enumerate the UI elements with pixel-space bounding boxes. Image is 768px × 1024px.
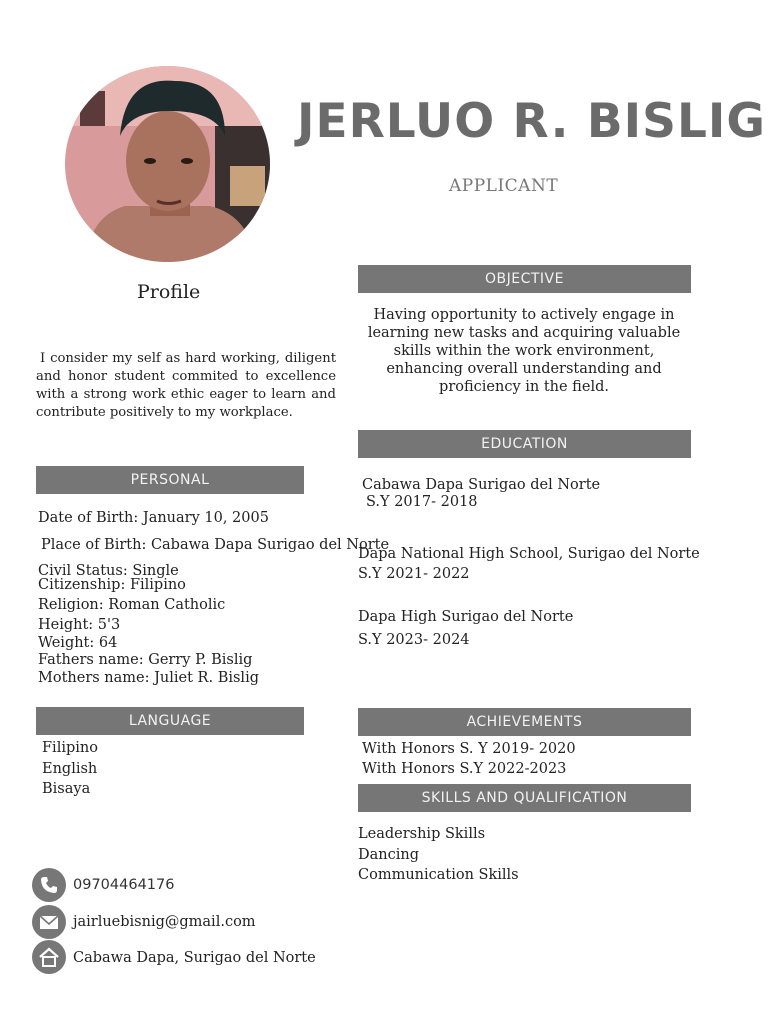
profile-title: Profile [137, 281, 201, 303]
personal-item: Height: 5'3 [38, 617, 121, 633]
home-icon [32, 940, 66, 974]
skill-item: Dancing [358, 847, 419, 863]
contact-email: jairluebisnig@gmail.com [73, 914, 256, 930]
skills-heading: SKILLS AND QUALIFICATION [358, 784, 691, 812]
mail-icon [32, 905, 66, 939]
profile-text: I consider my self as hard working, diligent and honor student commited to excellence with a strong work ethic eager to learn and contribute positively to my workplace. [36, 351, 336, 420]
contact-phone: 09704464176 [73, 877, 175, 893]
personal-item: Citizenship: Filipino [38, 577, 186, 593]
language-item: Filipino [42, 740, 98, 756]
personal-item: Religion: Roman Catholic [38, 597, 226, 613]
education-school: Cabawa Dapa Surigao del Norte [362, 477, 601, 493]
personal-item: Weight: 64 [38, 635, 118, 651]
education-year: S.Y 2021- 2022 [358, 566, 470, 582]
personal-heading: PERSONAL [36, 466, 304, 494]
profile-photo [65, 66, 270, 262]
personal-item: Place of Birth: Cabawa Dapa Surigao del Norte [41, 537, 390, 553]
language-item: English [42, 761, 98, 777]
education-year: S.Y 2023- 2024 [358, 632, 470, 648]
language-item: Bisaya [42, 781, 91, 797]
personal-item: Date of Birth: January 10, 2005 [38, 510, 269, 526]
personal-item: Civil Status: Single [38, 563, 179, 579]
education-heading: EDUCATION [358, 430, 691, 458]
achievement-item: With Honors S. Y 2019- 2020 [362, 741, 576, 757]
skill-item: Communication Skills [358, 867, 519, 883]
person-photo-icon [65, 66, 270, 262]
personal-item: Fathers name: Gerry P. Bislig [38, 652, 253, 668]
skill-item: Leadership Skills [358, 826, 486, 842]
objective-heading: OBJECTIVE [358, 265, 691, 293]
achievements-heading: ACHIEVEMENTS [358, 708, 691, 736]
phone-icon [32, 868, 66, 902]
contact-address: Cabawa Dapa, Surigao del Norte [73, 950, 316, 966]
personal-item: Mothers name: Juliet R. Bislig [38, 670, 259, 686]
education-school: Dapa National High School, Surigao del Norte [358, 546, 700, 562]
applicant-name: JERLUO R. BISLIG [297, 94, 766, 149]
language-heading: LANGUAGE [36, 707, 304, 735]
achievement-item: With Honors S.Y 2022-2023 [362, 761, 567, 777]
education-year: S.Y 2017- 2018 [366, 494, 478, 510]
objective-text: Having opportunity to actively engage in learning new tasks and acquiring valuable skills within the work environment, enhancing overall understanding and proficiency in the field. [367, 307, 681, 395]
education-school: Dapa High Surigao del Norte [358, 609, 574, 625]
applicant-role: APPLICANT [449, 176, 559, 196]
